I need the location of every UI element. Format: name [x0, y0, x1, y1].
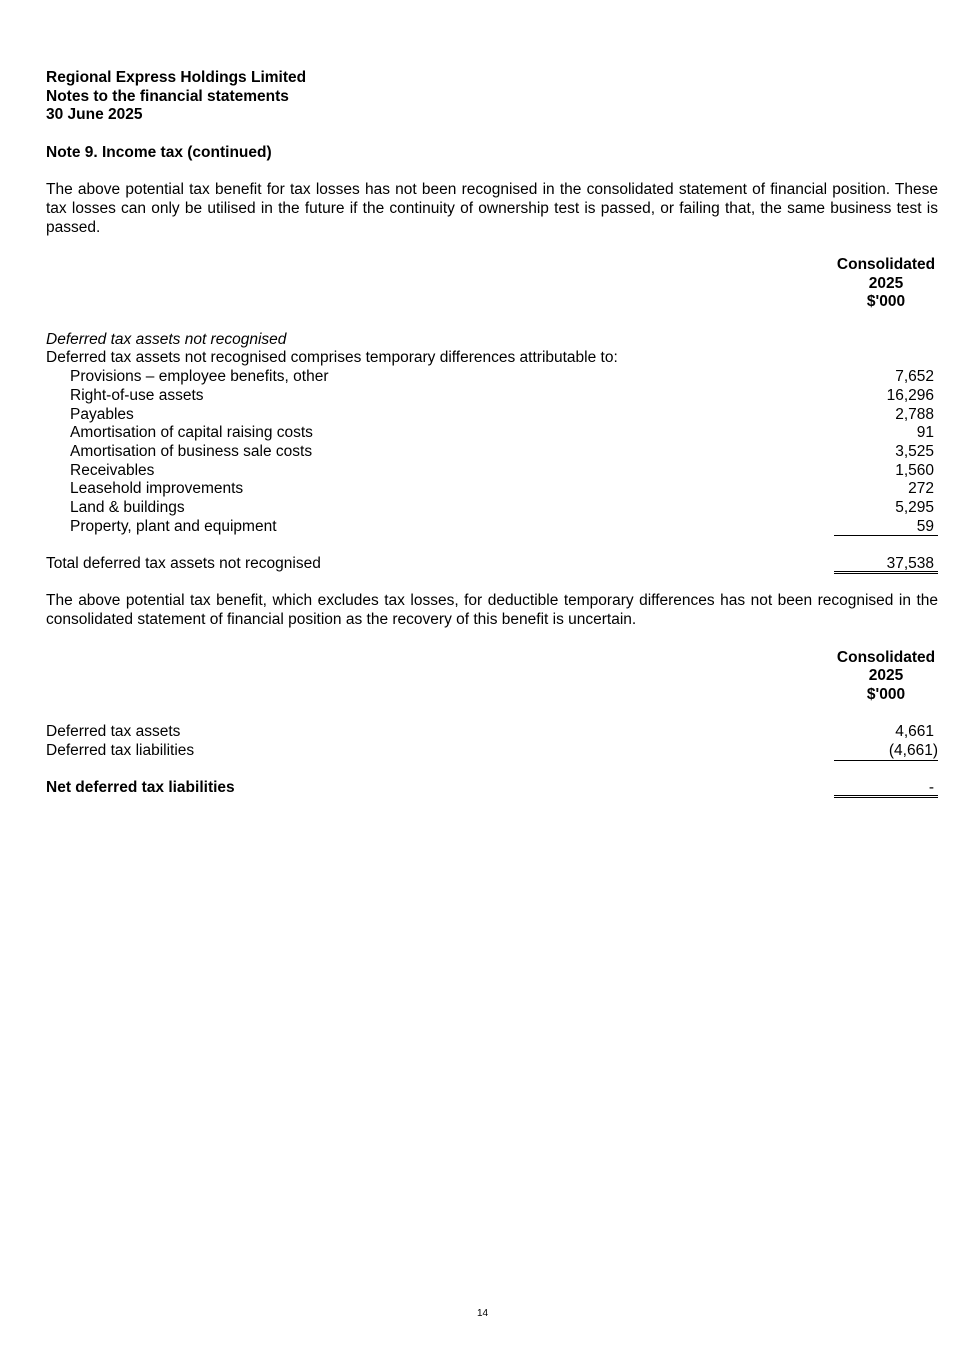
row-label: Leasehold improvements [70, 480, 244, 498]
row-value: 4,661 [895, 723, 934, 741]
table-row [46, 443, 938, 462]
column-header-year: 2025 [868, 667, 904, 685]
row-label: Amortisation of capital raising costs [70, 424, 313, 442]
total-value: 37,538 [834, 555, 938, 574]
row-value: 1,560 [895, 461, 934, 479]
row-value: 3,525 [895, 442, 934, 460]
page-number: 14 [476, 1308, 489, 1319]
report-date: 30 June 2025 [46, 106, 143, 124]
row-label: Right-of-use assets [70, 386, 204, 404]
column-header [46, 649, 938, 705]
total-label: Total deferred tax assets not recognised [46, 555, 321, 573]
table-row [46, 406, 938, 425]
row-value: 272 [908, 480, 934, 498]
row-label: Property, plant and equipment [70, 517, 277, 535]
net-deferred-tax-table [46, 649, 938, 799]
total-label: Net deferred tax liabilities [46, 779, 235, 797]
row-label: Deferred tax liabilities [46, 742, 195, 759]
table-row [46, 368, 938, 387]
document-page [46, 69, 938, 798]
column-header-entity: Consolidated [836, 255, 936, 273]
row-label: Amortisation of business sale costs [70, 442, 313, 460]
row-value: 5,295 [895, 499, 934, 516]
tax-losses-paragraph: The above potential tax benefit for tax losses has not been recognised in the consolidated statement of financial position. These tax losses can only be utilised in the future if the continuity of ownership test is passed, or failing that, the same business test is passed. [46, 181, 938, 236]
row-label: Provisions – employee benefits, other [70, 368, 329, 386]
column-header-year: 2025 [868, 274, 904, 292]
row-value: 91 [916, 424, 934, 442]
table-row [46, 742, 938, 761]
table-row [46, 723, 938, 742]
column-header [46, 256, 938, 312]
column-header-entity: Consolidated [836, 648, 936, 666]
temporary-differences-paragraph: The above potential tax benefit, which excludes tax losses, for deductible temporary differences has not been recognised in the consolidated statement of financial position as the recovery of this benefit is uncertain. [46, 592, 938, 629]
table-row [46, 518, 938, 537]
section-title: Deferred tax assets not recognised [46, 330, 287, 348]
row-value: 59 [834, 518, 938, 537]
table-row [46, 424, 938, 443]
row-value: (4,661) [834, 742, 938, 761]
row-label: Receivables [70, 461, 155, 479]
row-label: Deferred tax assets [46, 723, 181, 741]
row-label: Payables [70, 405, 134, 423]
note-title: Note 9. Income tax (continued) [46, 143, 272, 161]
total-value: - [834, 779, 938, 798]
row-value: 16,296 [886, 386, 934, 404]
section-intro: Deferred tax assets not recognised comprises temporary differences attributable to: [46, 349, 618, 367]
total-row [46, 779, 938, 798]
row-label: Land & buildings [70, 498, 185, 516]
document-title: Notes to the financial statements [46, 87, 289, 105]
column-header-unit: $'000 [866, 293, 906, 311]
document-header [46, 69, 938, 125]
column-header-unit: $'000 [866, 685, 906, 703]
deferred-tax-not-recognised-table [46, 256, 938, 574]
total-row [46, 555, 938, 574]
company-name: Regional Express Holdings Limited [46, 69, 307, 86]
table-row [46, 499, 938, 518]
row-value: 2,788 [895, 405, 934, 423]
table-row [46, 387, 938, 406]
table-row [46, 480, 938, 499]
table-row [46, 462, 938, 481]
row-value: 7,652 [895, 368, 934, 386]
